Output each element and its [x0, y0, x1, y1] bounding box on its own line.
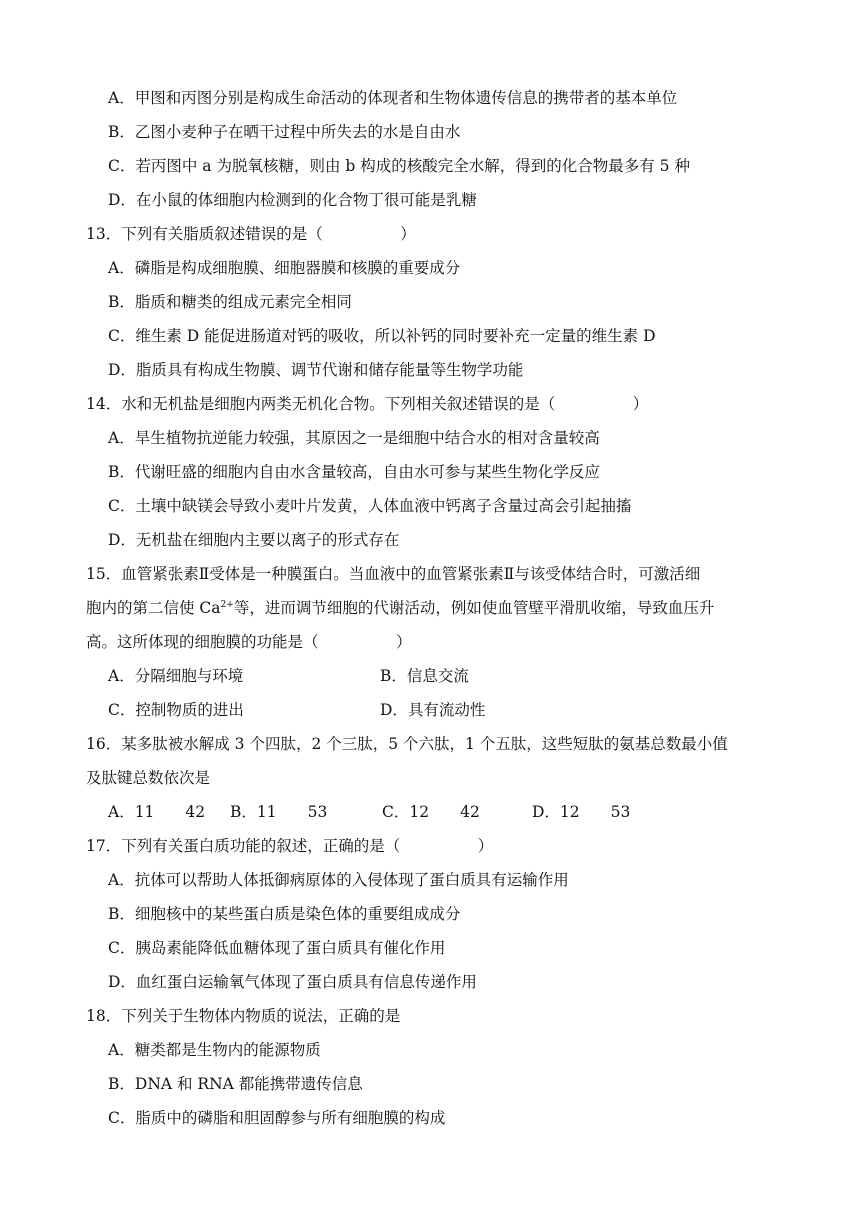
q14-option-b: B．代谢旺盛的细胞内自由水含量较高，自由水可参与某些生物化学反应 — [108, 463, 600, 481]
q14-stem: 14．水和无机盐是细胞内两类无机化合物。下列相关叙述错误的是（ ） — [86, 395, 649, 413]
q18-option-c: C．脂质中的磷脂和胆固醇参与所有细胞膜的构成 — [108, 1109, 446, 1127]
q15-stem-line-1: 15．血管紧张素Ⅱ受体是一种膜蛋白。当血液中的血管紧张素Ⅱ与该受体结合时，可激活细 — [86, 565, 701, 583]
q16-stem-line-2: 及肽键总数依次是 — [86, 769, 211, 787]
q13-option-d: D．脂质具有构成生物膜、调节代谢和储存能量等生物学功能 — [108, 361, 524, 379]
q12-option-d: D．在小鼠的体细胞内检测到的化合物丁很可能是乳糖 — [108, 191, 477, 209]
q12-option-b: B．乙图小麦种子在晒干过程中所失去的水是自由水 — [108, 123, 461, 141]
q12-option-c: C．若丙图中 a 为脱氧核糖，则由 b 构成的核酸完全水解，得到的化合物最多有 5 种 — [108, 157, 690, 175]
q13-option-b: B．脂质和糖类的组成元素完全相同 — [108, 293, 352, 311]
q15-stem-line-2-post: 等，进而调节细胞的代谢活动，例如使血管壁平滑肌收缩，导致血压升 — [233, 599, 715, 617]
q12-option-a: A．甲图和丙图分别是构成生命活动的体现者和生物体遗传信息的携带者的基本单位 — [108, 89, 678, 107]
q15-stem-line-2 — [86, 598, 714, 618]
q17-option-b: B．细胞核中的某些蛋白质是染色体的重要组成成分 — [108, 905, 461, 923]
q16-option-d: D．12 53 — [532, 803, 631, 821]
q18-stem: 18．下列关于生物体内物质的说法，正确的是 — [86, 1007, 401, 1025]
q15-option-c: C．控制物质的进出 — [108, 701, 244, 719]
calcium-charge-superscript: 2+ — [220, 599, 234, 610]
q13-stem: 13．下列有关脂质叙述错误的是（ ） — [86, 225, 416, 243]
q15-option-a: A．分隔细胞与环境 — [108, 667, 244, 685]
q17-option-d: D．血红蛋白运输氧气体现了蛋白质具有信息传递作用 — [108, 973, 477, 991]
q15-option-b: B．信息交流 — [380, 667, 469, 685]
q18-option-a: A．糖类都是生物内的能源物质 — [108, 1041, 321, 1059]
q16-option-a: A．11 42 — [108, 803, 206, 821]
q14-option-c: C．土壤中缺镁会导致小麦叶片发黄，人体血液中钙离子含量过高会引起抽搐 — [108, 497, 632, 515]
q17-option-a: A．抗体可以帮助人体抵御病原体的入侵体现了蛋白质具有运输作用 — [108, 871, 569, 889]
q16-stem-line-1: 16．某多肽被水解成 3 个四肽，2 个三肽，5 个六肽，1 个五肽，这些短肽的氨基总数最小值 — [86, 735, 728, 753]
q17-stem: 17．下列有关蛋白质功能的叙述，正确的是（ ） — [86, 837, 494, 855]
q17-option-c: C．胰岛素能降低血糖体现了蛋白质具有催化作用 — [108, 939, 446, 957]
q14-option-d: D．无机盐在细胞内主要以离子的形式存在 — [108, 531, 400, 549]
q15-stem-line-3: 高。这所体现的细胞膜的功能是（ ） — [86, 633, 412, 651]
q15-stem-line-2-pre: 胞内的第二信使 Ca — [86, 599, 221, 617]
q16-option-c: C．12 42 — [382, 803, 480, 821]
q18-option-b: B．DNA 和 RNA 都能携带遗传信息 — [108, 1075, 363, 1093]
q13-option-a: A．磷脂是构成细胞膜、细胞器膜和核膜的重要成分 — [108, 259, 461, 277]
q14-option-a: A．旱生植物抗逆能力较强，其原因之一是细胞中结合水的相对含量较高 — [108, 429, 600, 447]
q13-option-c: C．维生素 D 能促进肠道对钙的吸收，所以补钙的同时要补充一定量的维生素 D — [108, 327, 656, 345]
q15-option-d: D．具有流动性 — [380, 701, 486, 719]
q16-option-b: B．11 53 — [230, 803, 328, 821]
